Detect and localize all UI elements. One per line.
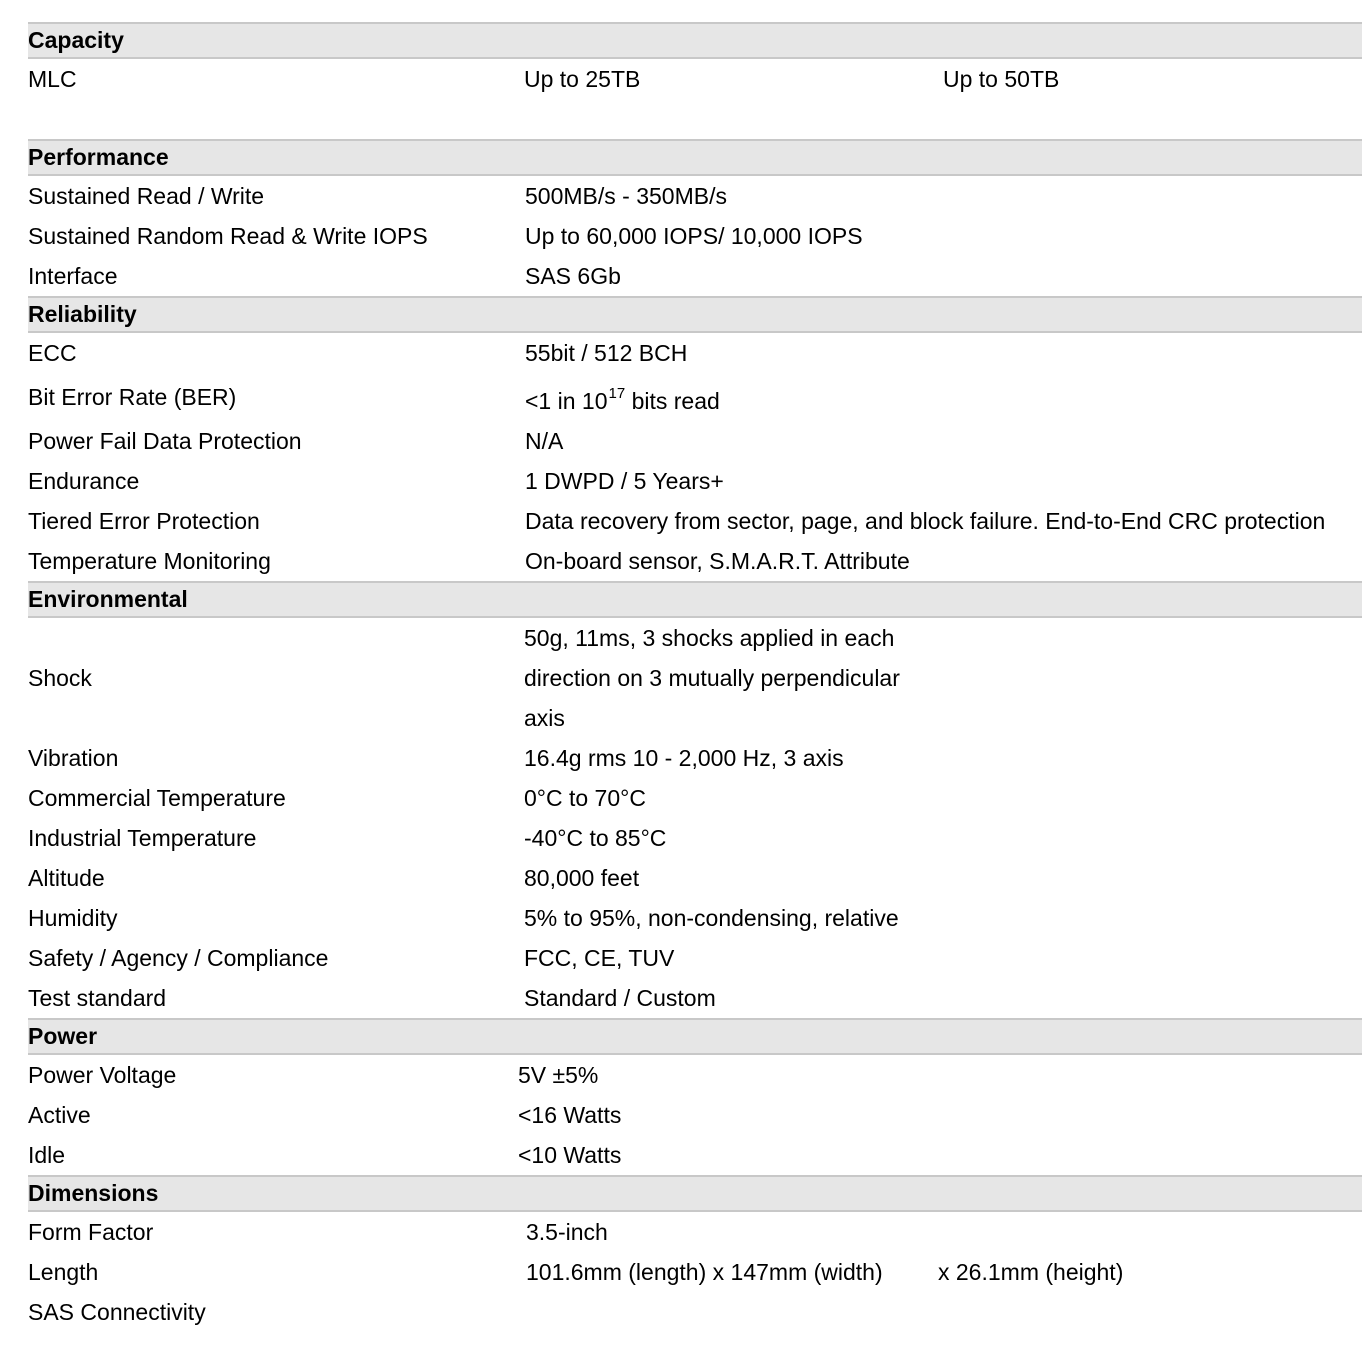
spec-row-active [28,1095,1362,1135]
spec-value: Up to 25TB [524,66,641,92]
section-header-performance: Performance [28,139,1362,176]
shock-line: axis [524,705,565,731]
spec-value: On-board sensor, S.M.A.R.T. Attribute [525,548,910,574]
spec-label: Length [28,1259,99,1285]
spec-label: Form Factor [28,1219,154,1245]
spec-value: 1 DWPD / 5 Years+ [525,468,724,494]
spec-value-secondary: Up to 50TB [943,66,1060,92]
spec-row-idle [28,1135,1362,1175]
section-header-dimensions: Dimensions [28,1175,1362,1212]
spec-row-form-factor [28,1212,1362,1252]
ber-suffix: bits read [625,388,720,414]
spec-row-test-standard [28,978,1362,1018]
spec-value: 0°C to 70°C [524,785,646,811]
spec-value: 16.4g rms 10 - 2,000 Hz, 3 axis [524,745,844,771]
spec-value: Standard / Custom [524,985,716,1011]
spec-row-temp-monitoring [28,541,1362,581]
spec-value: Data recovery from sector, page, and block failure. End-to-End CRC protection [525,508,1326,534]
spec-row-power-voltage [28,1055,1362,1095]
spec-row-commercial-temp [28,778,1362,818]
spec-row-sas-connectivity [28,1292,1362,1332]
spec-row-interface [28,256,1362,296]
spec-label: Idle [28,1142,66,1168]
spec-label: Interface [28,263,118,289]
spec-row-industrial-temp [28,818,1362,858]
spec-row-ecc [28,333,1362,373]
spec-label: Power Voltage [28,1062,177,1088]
spec-row-humidity [28,898,1362,938]
spec-row-random-iops [28,216,1362,256]
spec-row-shock [28,618,1362,738]
spec-row-power-fail [28,421,1362,461]
section-header-environmental: Environmental [28,581,1362,618]
ber-base: <1 in 10 [525,388,608,414]
spec-table [28,22,1362,1332]
spec-row-sustained-read-write [28,176,1362,216]
spec-label: Altitude [28,865,105,891]
spec-value: <10 Watts [518,1142,622,1168]
spec-label: Commercial Temperature [28,785,286,811]
spec-label: Industrial Temperature [28,825,257,851]
spec-label: Safety / Agency / Compliance [28,945,329,971]
ber-exponent: 17 [608,385,626,402]
spec-label: Temperature Monitoring [28,548,271,574]
shock-line: 50g, 11ms, 3 shocks applied in each [524,625,895,651]
spec-value: FCC, CE, TUV [524,945,675,971]
spec-label: Power Fail Data Protection [28,428,302,454]
spec-value-secondary: x 26.1mm (height) [938,1259,1124,1285]
spec-value: 5V ±5% [518,1062,599,1088]
spec-value: 500MB/s - 350MB/s [525,183,727,209]
spec-value: <16 Watts [518,1102,622,1128]
spec-label: Sustained Read / Write [28,183,265,209]
spec-label: Vibration [28,745,119,771]
spec-label: SAS Connectivity [28,1299,206,1325]
spec-label: Endurance [28,468,140,494]
spec-label: Active [28,1102,91,1128]
spec-value: N/A [525,428,564,454]
section-header-power: Power [28,1018,1362,1055]
spec-label: Shock [28,665,92,691]
spec-label: MLC [28,66,77,92]
shock-line: direction on 3 mutually perpendicular [524,665,900,691]
spec-value: -40°C to 85°C [524,825,667,851]
spec-row-altitude [28,858,1362,898]
spec-label: Sustained Random Read & Write IOPS [28,223,428,249]
spec-label: Bit Error Rate (BER) [28,384,237,410]
spec-row-ber [28,373,1362,421]
spec-value: 55bit / 512 BCH [525,340,688,366]
spec-row-length [28,1252,1362,1292]
spec-value: SAS 6Gb [525,263,621,289]
spacer [28,99,1362,139]
spec-value: 5% to 95%, non-condensing, relative [524,905,899,931]
spec-row-tiered-error [28,501,1362,541]
section-header-reliability: Reliability [28,296,1362,333]
spec-value [524,618,954,738]
spec-row-endurance [28,461,1362,501]
spec-label: Test standard [28,985,167,1011]
spec-value: 101.6mm (length) x 147mm (width) [526,1259,883,1285]
spec-row-vibration [28,738,1362,778]
spec-row-safety [28,938,1362,978]
spec-value: Up to 60,000 IOPS/ 10,000 IOPS [525,223,863,249]
spec-row-mlc [28,59,1362,99]
spec-value: 80,000 feet [524,865,640,891]
section-header-capacity: Capacity [28,22,1362,59]
spec-label: ECC [28,340,77,366]
spec-label: Humidity [28,905,118,931]
spec-value: 3.5-inch [526,1219,608,1245]
spec-label: Tiered Error Protection [28,508,260,534]
